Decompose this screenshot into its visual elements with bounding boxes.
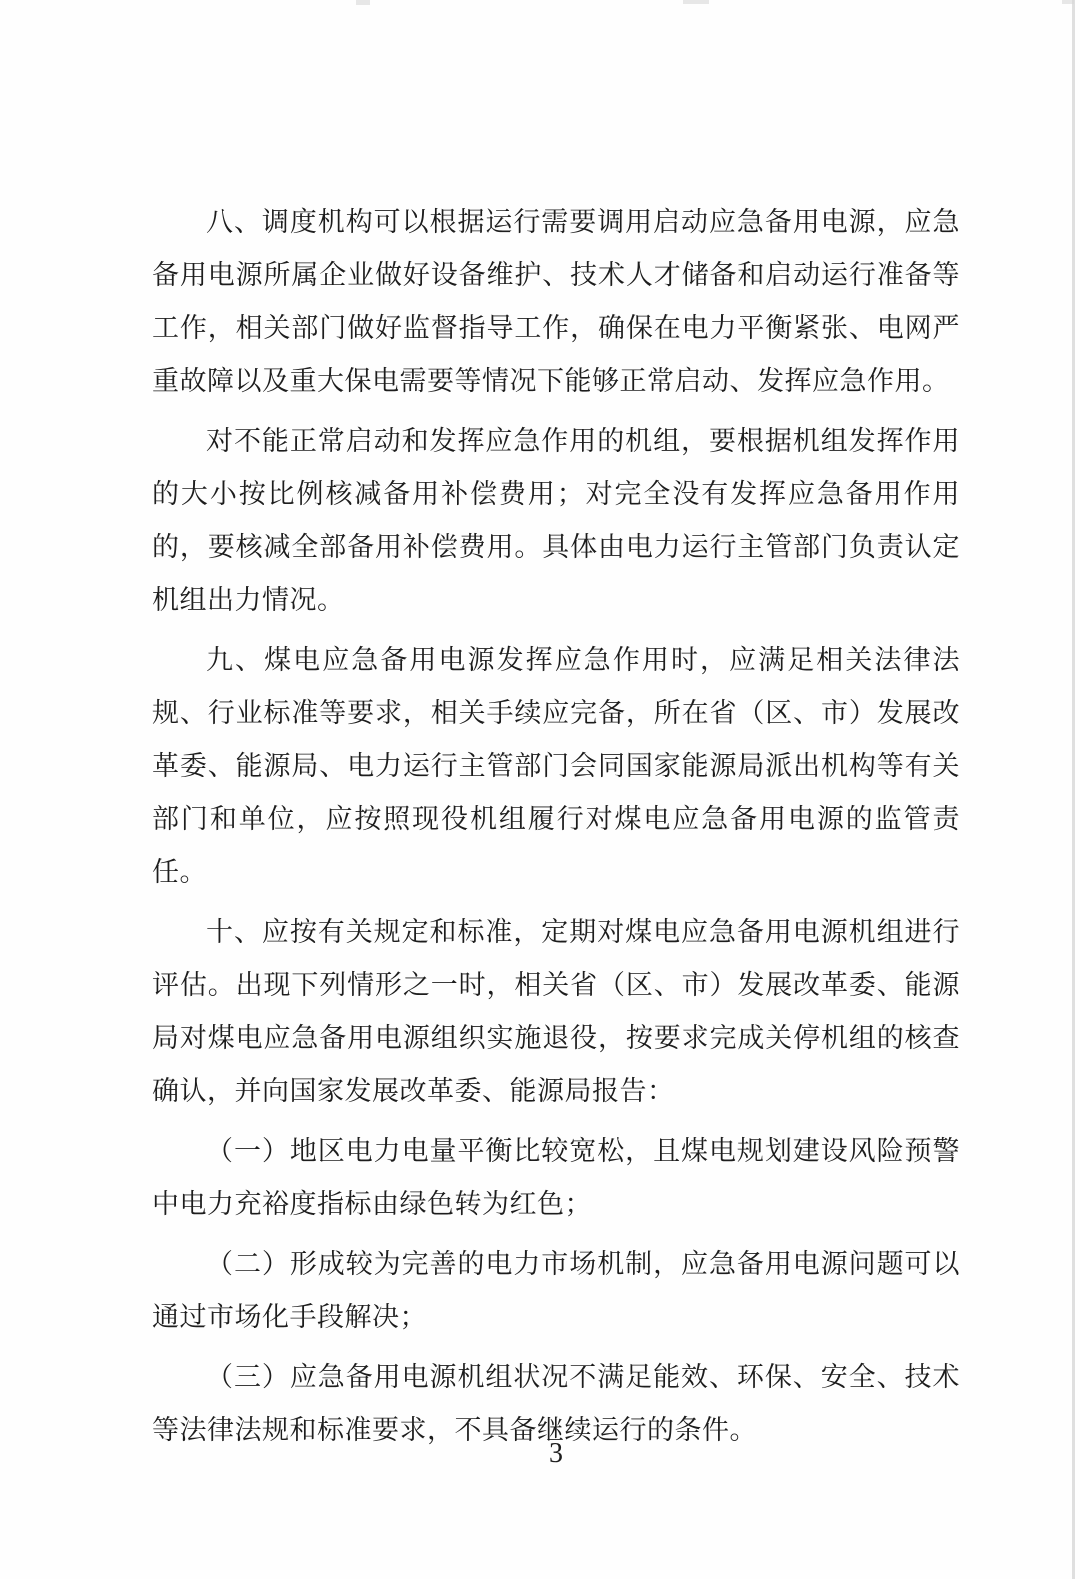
- scan-smudge: [356, 0, 370, 5]
- page-number: 3: [549, 1438, 563, 1469]
- list-item-3: （三）应急备用电源机组状况不满足能效、环保、安全、技术等法律法规和标准要求，不具备继续运行的条件。: [152, 1362, 960, 1445]
- paragraph-10-evaluation: 十、应按有关规定和标准，定期对煤电应急备用电源机组进行评估。出现下列情形之一时，相关省（区、市）发展改革委、能源局对煤电应急备用电源组织实施退役，按要求完成关停机组的核查确认，并向国家发展改革委、能源局报告：: [152, 917, 960, 1106]
- scan-smudge: [683, 0, 709, 4]
- list-item-1: （一）地区电力电量平衡比较宽松，且煤电规划建设风险预警中电力充裕度指标由绿色转为红色；: [152, 1136, 960, 1219]
- list-item-2: （二）形成较为完善的电力市场机制，应急备用电源问题可以通过市场化手段解决；: [152, 1249, 960, 1332]
- paragraph-8-dispatch: 八、调度机构可以根据运行需要调用启动应急备用电源，应急备用电源所属企业做好设备维护、技术人才储备和启动运行准备等工作，相关部门做好监督指导工作，确保在电力平衡紧张、电网严重故障以及重大保电需要等情况下能够正常启动、发挥应急作用。: [152, 207, 960, 396]
- scan-smudge: [1062, 0, 1074, 4]
- paragraph-compensation-reduction: 对不能正常启动和发挥应急作用的机组，要根据机组发挥作用的大小按比例核减备用补偿费用；对完全没有发挥应急备用作用的，要核减全部备用补偿费用。具体由电力运行主管部门负责认定机组出力情况。: [152, 426, 960, 615]
- document-body: [152, 196, 960, 1464]
- scan-edge-artifact: [1072, 0, 1075, 1579]
- paragraph-9-regulation: 九、煤电应急备用电源发挥应急作用时，应满足相关法律法规、行业标准等要求，相关手续应完备，所在省（区、市）发展改革委、能源局、电力运行主管部门会同国家能源局派出机构等有关部门和单位，应按照现役机组履行对煤电应急备用电源的监管责任。: [152, 645, 960, 887]
